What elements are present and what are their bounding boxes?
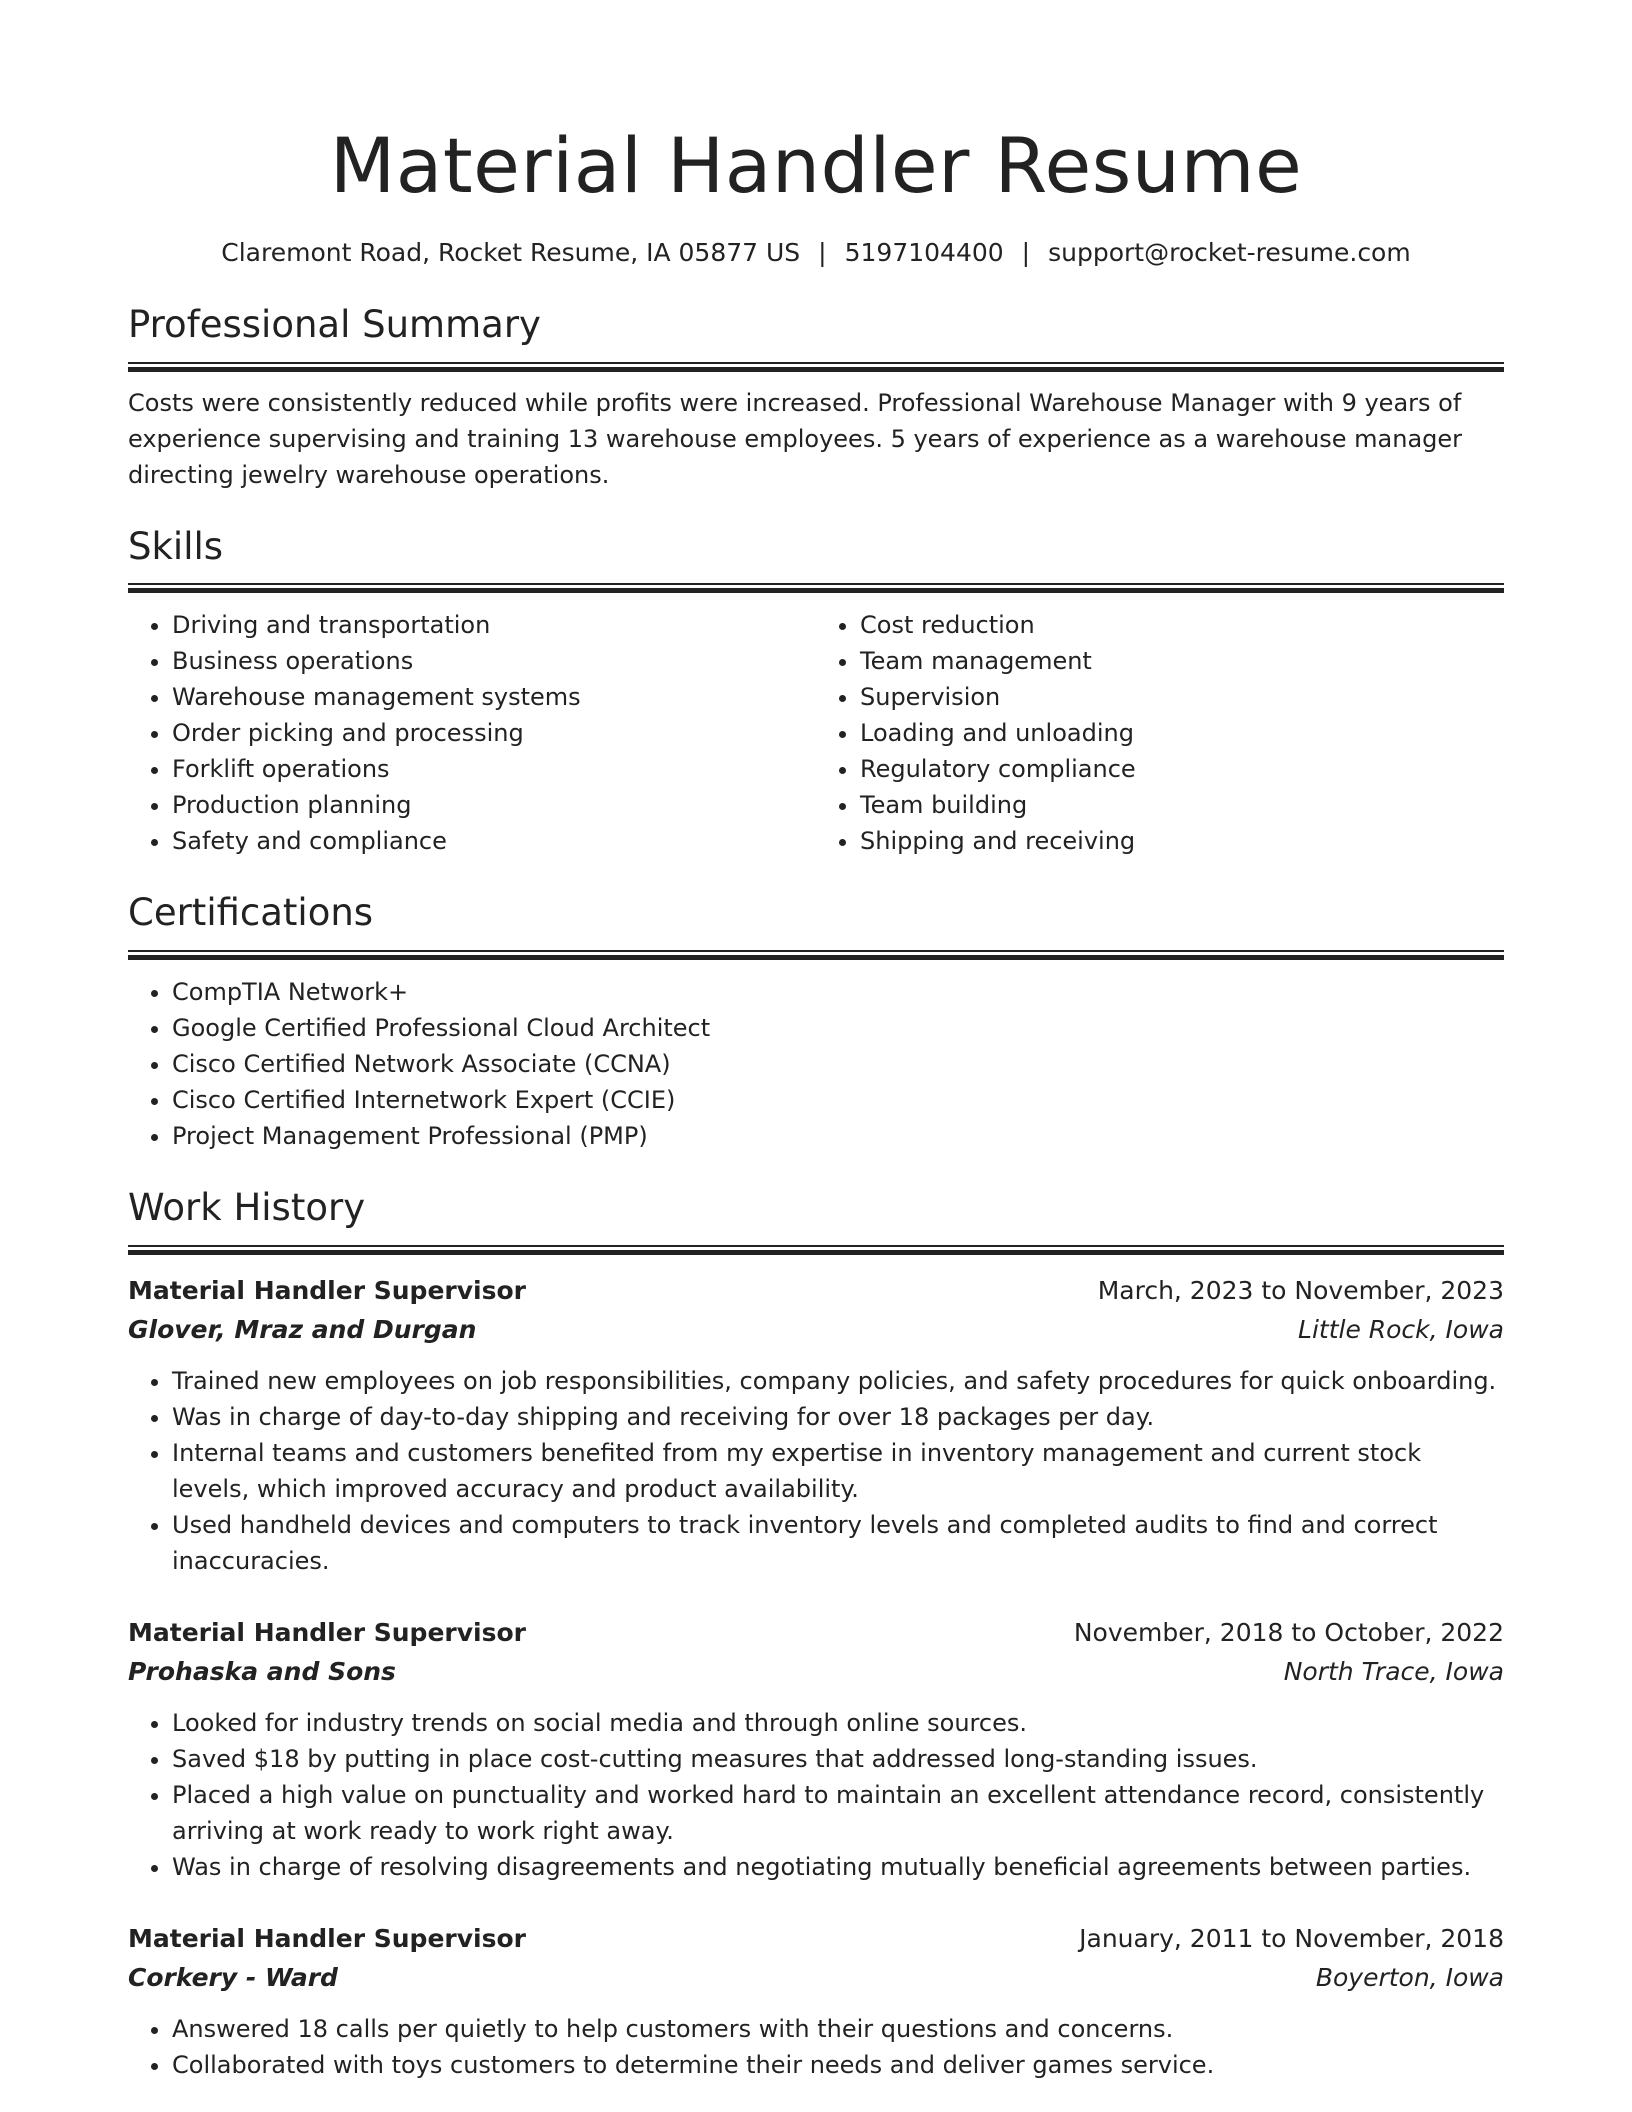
skill-item: • Warehouse management systems xyxy=(172,679,816,715)
section-divider xyxy=(128,583,1504,593)
job-dates: January, 2011 to November, 2018 xyxy=(1079,1923,1504,1953)
contact-separator: | xyxy=(1021,238,1031,267)
job-bullet: • Collaborated with toys customers to determine their needs and deliver games service. xyxy=(172,2047,1504,2083)
summary-section xyxy=(128,305,1504,493)
summary-text: Costs were consistently reduced while profits were increased. Professional Warehouse Manager with 9 years of experience supervising and training 13 warehouse employees. 5 years of experience as a warehouse manager directing jewelry warehouse operations. xyxy=(128,388,1463,489)
skill-item: • Order picking and processing xyxy=(172,715,816,751)
work-history-heading: Work History xyxy=(128,1186,366,1230)
skills-list-right xyxy=(816,607,1504,859)
skills-heading: Skills xyxy=(128,524,224,568)
certification-item: • CompTIA Network+ xyxy=(172,974,1504,1010)
job-company: Prohaska and Sons xyxy=(128,1656,396,1686)
job-bullets xyxy=(128,2011,1504,2083)
job-entry xyxy=(128,1919,1504,2083)
job-bullet: • Answered 18 calls per quietly to help customers with their questions and concerns. xyxy=(172,2011,1504,2047)
job-bullet: • Was in charge of resolving disagreements and negotiating mutually beneficial agreements between parties. xyxy=(172,1849,1504,1885)
job-title: Material Handler Supervisor xyxy=(128,1923,526,1953)
job-bullet: • Internal teams and customers benefited from my expertise in inventory management and current stock levels, which improved accuracy and product availability. xyxy=(172,1435,1504,1507)
skill-item: • Team management xyxy=(860,643,1504,679)
job-bullet: • Trained new employees on job responsibilities, company policies, and safety procedures for quick onboarding. xyxy=(172,1363,1504,1399)
section-divider xyxy=(128,950,1504,960)
skills-grid xyxy=(128,607,1504,859)
job-bullets xyxy=(128,1363,1504,1579)
skill-item: • Cost reduction xyxy=(860,607,1504,643)
job-company-row xyxy=(128,1958,1504,1997)
certifications-list xyxy=(128,974,1504,1154)
job-header-row xyxy=(128,1271,1504,1310)
job-location: Boyerton, Iowa xyxy=(1315,1962,1504,1992)
job-bullet: • Used handheld devices and computers to track inventory levels and completed audits to find and correct inaccuracies. xyxy=(172,1507,1504,1579)
job-header-row xyxy=(128,1919,1504,1958)
job-location: Little Rock, Iowa xyxy=(1298,1314,1504,1344)
certification-item: • Project Management Professional (PMP) xyxy=(172,1118,1504,1154)
job-bullet: • Looked for industry trends on social media and through online sources. xyxy=(172,1705,1504,1741)
job-bullet: • Saved $18 by putting in place cost-cutting measures that addressed long-standing issues. xyxy=(172,1741,1504,1777)
contact-separator: | xyxy=(818,238,827,267)
section-divider xyxy=(128,1245,1504,1255)
job-bullets xyxy=(128,1705,1504,1885)
skill-item: • Loading and unloading xyxy=(860,715,1504,751)
skill-item: • Regulatory compliance xyxy=(860,751,1504,787)
job-bullet: • Was in charge of day-to-day shipping and receiving for over 18 packages per day. xyxy=(172,1399,1504,1435)
job-dates: March, 2023 to November, 2023 xyxy=(1097,1275,1504,1305)
skill-item: • Supervision xyxy=(860,679,1504,715)
job-title: Material Handler Supervisor xyxy=(128,1275,526,1305)
job-entry xyxy=(128,1613,1504,1885)
certifications-section xyxy=(128,893,1504,1154)
certification-item: • Google Certified Professional Cloud Architect xyxy=(172,1010,1504,1046)
job-company-row xyxy=(128,1310,1504,1349)
page-title: Material Handler Resume xyxy=(329,121,1303,210)
skill-item: • Safety and compliance xyxy=(172,823,816,859)
certification-item: • Cisco Certified Internetwork Expert (CCIE) xyxy=(172,1082,1504,1118)
job-location: North Trace, Iowa xyxy=(1283,1656,1504,1686)
contact-line xyxy=(128,238,1504,267)
skill-item: • Business operations xyxy=(172,643,816,679)
job-company-row xyxy=(128,1652,1504,1691)
skills-section xyxy=(128,524,1504,860)
skill-item: • Production planning xyxy=(172,787,816,823)
job-company: Corkery - Ward xyxy=(128,1962,338,1992)
skills-list-left xyxy=(128,607,816,859)
contact-address: Claremont Road, Rocket Resume, IA 05877 US xyxy=(221,238,801,267)
section-divider xyxy=(128,362,1504,372)
summary-heading: Professional Summary xyxy=(128,303,541,346)
job-bullet: • Placed a high value on punctuality and worked hard to maintain an excellent attendance record, consistently arriving at work ready to work right away. xyxy=(172,1777,1504,1849)
job-header-row xyxy=(128,1613,1504,1652)
skill-item: • Driving and transportation xyxy=(172,607,816,643)
skill-item: • Shipping and receiving xyxy=(860,823,1504,859)
job-company: Glover, Mraz and Durgan xyxy=(128,1314,477,1344)
skill-item: • Forklift operations xyxy=(172,751,816,787)
job-title: Material Handler Supervisor xyxy=(128,1617,526,1647)
contact-email: support@rocket-resume.com xyxy=(1048,238,1411,267)
work-history-section xyxy=(128,1188,1504,2083)
skill-item: • Team building xyxy=(860,787,1504,823)
certifications-heading: Certifications xyxy=(128,891,374,935)
job-entry xyxy=(128,1271,1504,1579)
certification-item: • Cisco Certified Network Associate (CCNA) xyxy=(172,1046,1504,1082)
contact-phone: 5197104400 xyxy=(844,238,1004,267)
job-dates: November, 2018 to October, 2022 xyxy=(1073,1617,1504,1647)
